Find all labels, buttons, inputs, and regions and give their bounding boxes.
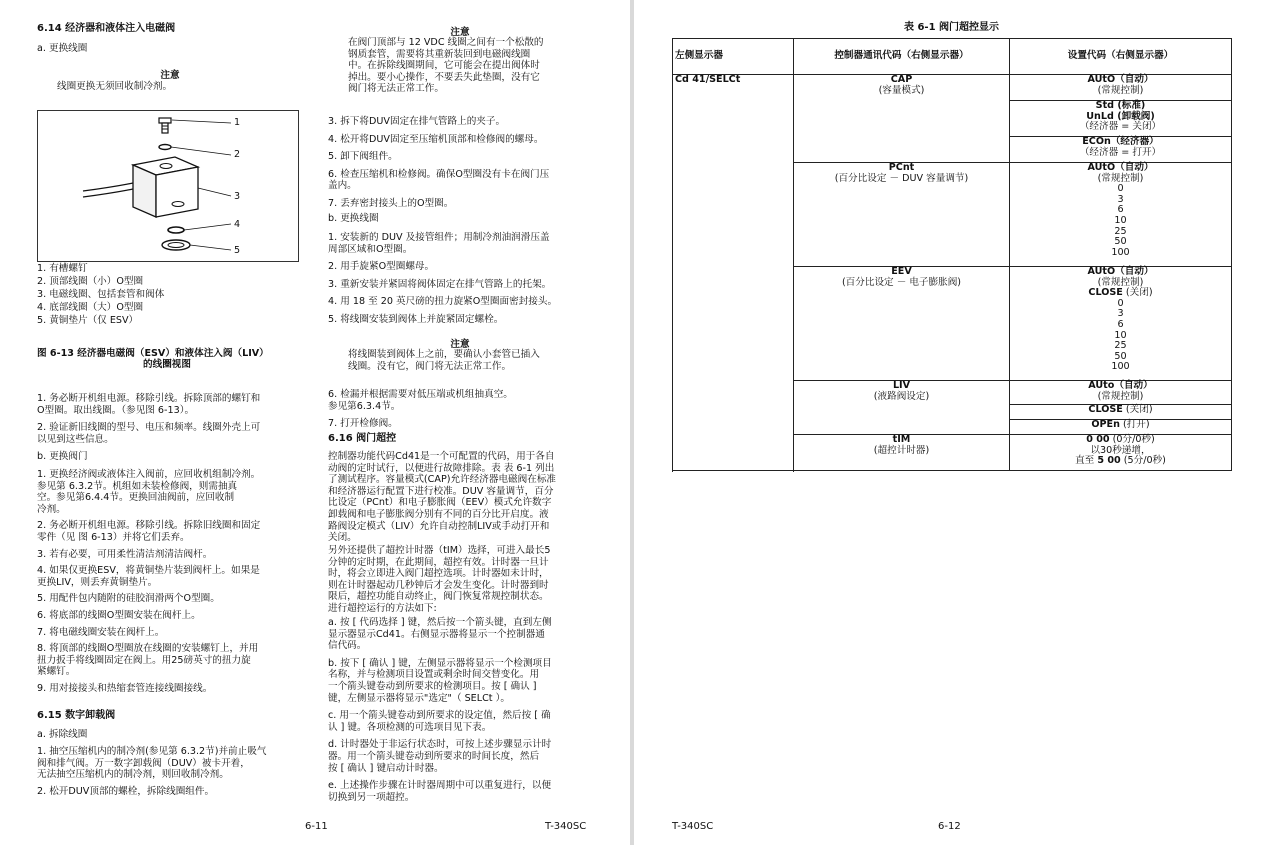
- cap-econ-sub: （经济器 = 打开）: [1079, 146, 1162, 158]
- para-line: 动阀的定时试行，以便进行故障排除。表 表 6-1 列出: [328, 462, 555, 474]
- para-line: 限后，超控功能自动终止，阀门恢复常规控制状态。: [328, 591, 549, 603]
- note-mid: [348, 349, 540, 372]
- step-line: 扭力扳手将线圈固定在阀上。用25磅英寸的扭力旋: [37, 654, 251, 666]
- pcnt-value: 100: [1111, 246, 1130, 258]
- note-line: 掉出。要小心操作，不要丢失此垫圈，没有它: [348, 71, 540, 83]
- step-line: 7. 将电磁线圈安装在阀杆上。: [37, 626, 165, 638]
- pcnt-cell: [794, 163, 1010, 267]
- step-line: 3. 拆下将DUV固定在排气管路上的夹子。: [328, 116, 506, 127]
- page-number-left: 6-11: [305, 821, 328, 832]
- pcnt-code: PCnt: [888, 162, 915, 173]
- cap-unld-cell: [1010, 101, 1232, 137]
- step-line: 空。参见第6.4.4节。更换回油阀前，应回收制: [37, 492, 235, 504]
- liv-close-cell: [1010, 405, 1232, 420]
- step-line: 3. 重新安装并紧固将阀体固定在排气管路上的托架。: [328, 278, 552, 290]
- note-text: 线圈更换无须回收制冷剂。: [57, 81, 173, 92]
- step-line: 切换到另一项超控。: [328, 791, 415, 803]
- step-line: 认 ] 键。各项检测的可选项目见下表。: [328, 721, 492, 733]
- liv-open: OPEn: [1091, 419, 1120, 430]
- step-line: e. 上述操作步骤在计时器周期中可以重复进行，以便: [328, 780, 552, 792]
- cap-econ-cell: [1010, 137, 1232, 163]
- para-line: 比设定（PCnt）和电子膨胀阀（EEV）模式允许数字: [328, 497, 552, 509]
- step-line: 无法抽空压缩机内的制冷剂，则回收制冷剂。: [37, 769, 229, 781]
- note-line: 将线圈装到阀体上之前，要确认小套管已插入: [348, 349, 540, 360]
- step-line: 4. 用 18 至 20 英尺磅的扭力旋紧O型圈面密封接头。: [328, 296, 558, 308]
- para-line: 控制器功能代码Cd41是一个可配置的代码，用于各自: [328, 451, 555, 462]
- steps-6-15: [37, 746, 266, 797]
- step-line: 3. 若有必要，可用柔性清洁剂清洁阀杆。: [37, 548, 213, 560]
- tim-values-cell: [1010, 435, 1232, 471]
- legend-item: 4. 底部线圈（大）O型圈: [37, 302, 144, 314]
- callout-1: 1: [234, 117, 241, 128]
- pcnt-values-cell: [1010, 163, 1232, 267]
- step-line: 8. 将顶部的线圈O型圈放在线圈的安装螺钉上，并用: [37, 643, 259, 655]
- tim-code: tIM: [892, 434, 911, 445]
- step-line: 6. 检查压缩机和检修阀。确保O型圈没有卡在阀门压: [328, 168, 550, 180]
- step-line: 按 [ 确认 ] 键启动计时器。: [328, 762, 444, 774]
- legend-item: 1. 有槽螺钉: [37, 263, 88, 274]
- callout-4: 4: [234, 219, 241, 230]
- steps-b: [37, 469, 260, 695]
- step-line: 7. 打开检修阀。: [328, 418, 398, 430]
- liv-auto: AUto（自动）: [1088, 380, 1153, 391]
- step-line: 器。用一个箭头键卷动到所要求的时间长度，然后: [328, 750, 540, 762]
- para-line: 时，将会立即进入阀门超控选项。计时器如未计时，: [328, 568, 549, 580]
- pcnt-auto: AUtO（自动）: [1087, 162, 1154, 173]
- legend-item: 5. 黄铜垫片（仅 ESV）: [37, 315, 139, 327]
- step-line: 零件（见 图 6-13）并将它们丢弃。: [37, 531, 190, 543]
- step-line: 更换LIV，则丢弃黄铜垫片。: [37, 576, 158, 588]
- callout-5: 5: [234, 245, 241, 256]
- liv-desc: (液路阀设定): [873, 390, 930, 402]
- step-line: 参见第6.3.4节。: [328, 400, 401, 412]
- pcnt-value: 10: [1114, 214, 1127, 226]
- tim-min-desc: (0分/0秒): [1109, 434, 1155, 445]
- note-line: 在阀门顶部与 12 VDC 线圈之间有一个松散的: [348, 37, 544, 48]
- step-line: 1. 安装新的 DUV 及接管组件；用制冷剂油润滑压盖: [328, 232, 550, 243]
- cap-econ: ECOn（经济器）: [1082, 136, 1159, 147]
- note-label: 注意: [450, 339, 470, 350]
- eev-auto-sub: (常规控制): [1097, 276, 1144, 288]
- liv-code: LIV: [892, 380, 911, 391]
- callout-2: 2: [234, 149, 241, 160]
- tim-cell: [794, 435, 1010, 471]
- step-line: 冷剂。: [37, 503, 66, 515]
- pcnt-value: 6: [1117, 204, 1124, 216]
- table-title: 表 6-1 阀门超控显示: [903, 22, 1000, 33]
- subsection-b-replace: b. 更换线圈: [328, 213, 379, 224]
- paragraph-1: [328, 451, 556, 544]
- step-line: 显示器显示Cd41。右侧显示器将显示一个控制器通: [328, 628, 545, 640]
- cap-auto-sub: (常规控制): [1097, 84, 1144, 96]
- step-line: 紧螺钉。: [37, 666, 76, 678]
- step-line: 盖内。: [328, 180, 357, 192]
- pcnt-auto-sub: (常规控制): [1097, 172, 1144, 184]
- note-label: 注意: [450, 27, 470, 38]
- header-left-display: 左侧显示器: [673, 39, 794, 75]
- cap-cell: [794, 75, 1010, 163]
- eev-value: 6: [1117, 318, 1124, 330]
- figure-legend: [37, 263, 164, 327]
- subsection-b: b. 更换阀门: [37, 451, 88, 462]
- cap-unld: UnLd (卸载阀): [1086, 110, 1155, 122]
- para-line: 进行超控运行的方法如下:: [328, 602, 437, 614]
- steps-a: [37, 393, 260, 445]
- steps-abc: [328, 617, 552, 803]
- tim-desc: (超控计时器): [873, 444, 930, 456]
- pcnt-value: 50: [1114, 236, 1127, 248]
- step-line: 7. 丢弃密封接头上的O型圈。: [328, 197, 454, 209]
- step-line: 6. 将底部的线圈O型圈安装在阀杆上。: [37, 609, 201, 621]
- subsection-a-remove: a. 拆除线圈: [37, 729, 88, 740]
- step-line: 2. 验证新旧线圈的型号、电压和频率。线圈外壳上可: [37, 422, 261, 434]
- step-line: 以见到这些信息。: [37, 433, 114, 445]
- solenoid-coil-drawing: [38, 111, 298, 261]
- para-line: 路阀设定模式（LIV）允许自动控制LIV或手动打开和: [328, 520, 550, 532]
- callout-3: 3: [234, 191, 241, 202]
- section-6-16-title: 6.16 阀门超控: [328, 433, 397, 444]
- liv-close-sub: (关闭): [1122, 404, 1153, 415]
- tim-min: 0 00: [1086, 434, 1110, 445]
- step-line: 2. 务必断开机组电源。移除引线。拆除旧线圈和固定: [37, 520, 261, 532]
- step-line: 1. 更换经济阀或液体注入阀前，应回收机组制冷剂。: [37, 469, 261, 480]
- steps-after: [328, 389, 513, 430]
- step-line: 9. 用对接接头和热缩套管连接线圈接线。: [37, 682, 213, 694]
- section-6-15-title: 6.15 数字卸载阀: [37, 710, 116, 721]
- tim-step: 以30秒递增，: [1090, 444, 1151, 456]
- step-line: 2. 松开DUV顶部的螺栓，拆除线圈组件。: [37, 785, 215, 797]
- step-line: d. 计时器处于非运行状态时，可按上述步骤显示计时: [328, 739, 552, 751]
- header-comm-code: 控制器通讯代码（右侧显示器）: [794, 39, 1010, 75]
- steps-continued: [328, 116, 549, 210]
- eev-value: 100: [1111, 361, 1130, 373]
- step-line: 1. 抽空压缩机内的制冷剂(参见第 6.3.2节)并前止吸气: [37, 746, 267, 757]
- figure-caption: 图 6-13 经济器电磁阀（ESV）和液体注入阀（LIV）: [37, 348, 269, 359]
- page-number-right: 6-12: [938, 821, 961, 832]
- step-line: 5. 卸下阀组件。: [328, 151, 398, 163]
- tim-max-pre: 直至: [1075, 455, 1098, 467]
- note-line: 线圈。没有它，阀门将无法正常工作。: [348, 360, 512, 372]
- paragraph-2: [328, 545, 550, 615]
- eev-value: 25: [1114, 340, 1127, 352]
- tim-max: 5 00: [1097, 455, 1121, 467]
- liv-auto-sub: (常规控制): [1097, 390, 1144, 402]
- eev-cell: [794, 267, 1010, 381]
- pcnt-desc: (百分比设定 － DUV 容量调节): [834, 172, 969, 184]
- note-line: 中。在拆除线圈期间，它可能会在提出阀体时: [348, 60, 540, 72]
- legend-item: 2. 顶部线圈（小）O型圈: [37, 276, 144, 288]
- cap-unld-sub: （经济器 = 关闭）: [1079, 121, 1162, 133]
- left-display-code: Cd 41/SELCt: [673, 75, 794, 471]
- eev-value: 0: [1117, 297, 1124, 309]
- step-line: a. 按 [ 代码选择 ] 键，然后按一个箭头键，直到左侧: [328, 617, 552, 628]
- eev-close: CLOSE: [1088, 287, 1123, 299]
- step-line: 周部区域和O型圈。: [328, 243, 413, 255]
- table-row: [673, 75, 1232, 101]
- header-setting-code: 设置代码（右侧显示器）: [1010, 39, 1232, 75]
- para-line: 分钟的定时期，在此期间，超控有效。计时器一旦计: [328, 556, 549, 568]
- model-number-left: T-340SC: [545, 821, 587, 832]
- para-line: 另外还提供了超控计时器（tIM）选择，可进入最长5: [328, 545, 551, 556]
- step-line: 5. 用配件包内随附的硅胶润滑两个O型圈。: [37, 593, 220, 605]
- eev-desc: (百分比设定 － 电子膨胀阀): [841, 276, 962, 288]
- model-number-right: T-340SC: [672, 821, 714, 832]
- step-line: 6. 检漏并根据需要对低压端或机组抽真空。: [328, 389, 513, 400]
- step-line: 一个箭头键卷动到所要求的检测项目。按 [ 确认 ]: [328, 680, 537, 692]
- para-line: 卸载阀和电子膨胀阀分别有不同的百分比开启度。液: [328, 508, 549, 520]
- figure-6-13: [37, 110, 299, 262]
- step-line: 4. 松开将DUV固定至压缩机顶部和检修阀的螺母。: [328, 133, 544, 145]
- step-line: 键，左侧显示器将显示"选定"（ SELCt ）。: [328, 692, 510, 704]
- eev-auto: AUtO（自动）: [1087, 266, 1154, 277]
- note-line: 阀门将无法正常工作。: [348, 83, 444, 95]
- liv-auto-cell: [1010, 381, 1232, 405]
- eev-value: 10: [1114, 329, 1127, 341]
- step-line: 信代码。: [328, 640, 367, 652]
- step-line: 名称，并与检测项目设置或剩余时间交替变化。用: [328, 669, 540, 681]
- eev-value: 3: [1117, 308, 1124, 320]
- para-line: 和经济器运行配置下进行校准。DUV 容量调节，百分: [328, 485, 554, 497]
- step-line: 阀和排气阀。万一数字卸载阀（DUV）被卡开着，: [37, 757, 250, 769]
- eev-values-cell: [1010, 267, 1232, 381]
- step-line: b. 按下 [ 确认 ] 键，左侧显示器将显示一个检测项目: [328, 657, 552, 669]
- step-line: 5. 将线圈安装到阀体上并旋紧固定螺栓。: [328, 313, 504, 325]
- table-header-row: [673, 39, 1232, 75]
- legend-item: 3. 电磁线圈、包括套管和阀体: [37, 289, 165, 301]
- step-line: 2. 用手旋紧O型圈螺母。: [328, 261, 435, 273]
- section-6-14-title: 6.14 经济器和液体注入电磁阀: [37, 23, 176, 34]
- liv-open-cell: [1010, 420, 1232, 435]
- para-line: 了测试程序。容量模式(CAP)允许经济器电磁阀在标准: [328, 474, 557, 486]
- liv-open-sub: (打开): [1119, 419, 1150, 430]
- liv-close: CLOSE: [1088, 404, 1123, 415]
- note-label: 注意: [160, 70, 180, 81]
- liv-cell: [794, 381, 1010, 435]
- steps-b-replace: [328, 232, 557, 326]
- step-line: 参见第 6.3.2节。机组如未装检修阀，则需抽真: [37, 480, 238, 492]
- step-line: c. 用一个箭头键卷动到所要求的设定值，然后按 [ 确: [328, 710, 551, 722]
- pcnt-value: 25: [1114, 225, 1127, 237]
- eev-close-sub: (关闭): [1122, 287, 1153, 299]
- step-line: O型圈。取出线圈。（参见图 6-13）。: [37, 404, 195, 416]
- cap-auto-cell: [1010, 75, 1232, 101]
- cap-auto: AUtO（自动）: [1087, 74, 1154, 85]
- step-line: 4. 如果仅更换ESV，将黄铜垫片装到阀杆上。如果是: [37, 565, 260, 577]
- step-line: 1. 务必断开机组电源。移除引线。拆除顶部的螺钉和: [37, 393, 261, 404]
- tim-max-desc: (5分/0秒): [1120, 455, 1166, 467]
- pcnt-value: 3: [1117, 193, 1124, 205]
- note-top: [348, 37, 544, 95]
- cap-std: Std (标准): [1095, 100, 1146, 111]
- subsection-a: a. 更换线圈: [37, 43, 88, 54]
- pcnt-value: 0: [1117, 183, 1124, 195]
- cap-code: CAP: [890, 74, 913, 85]
- eev-code: EEV: [891, 266, 912, 277]
- para-line: 则在计时器起动几秒钟后才会发生变化。计时器到时: [328, 579, 549, 591]
- note-line: 钢质套管，需要将其重新装回到电磁阀线圈: [348, 48, 531, 60]
- figure-caption-line2: 的线圈视图: [143, 359, 191, 370]
- valve-override-table: [672, 38, 1232, 471]
- eev-value: 50: [1114, 350, 1127, 362]
- para-line: 关闭。: [328, 532, 357, 544]
- cap-desc: (容量模式): [878, 84, 925, 96]
